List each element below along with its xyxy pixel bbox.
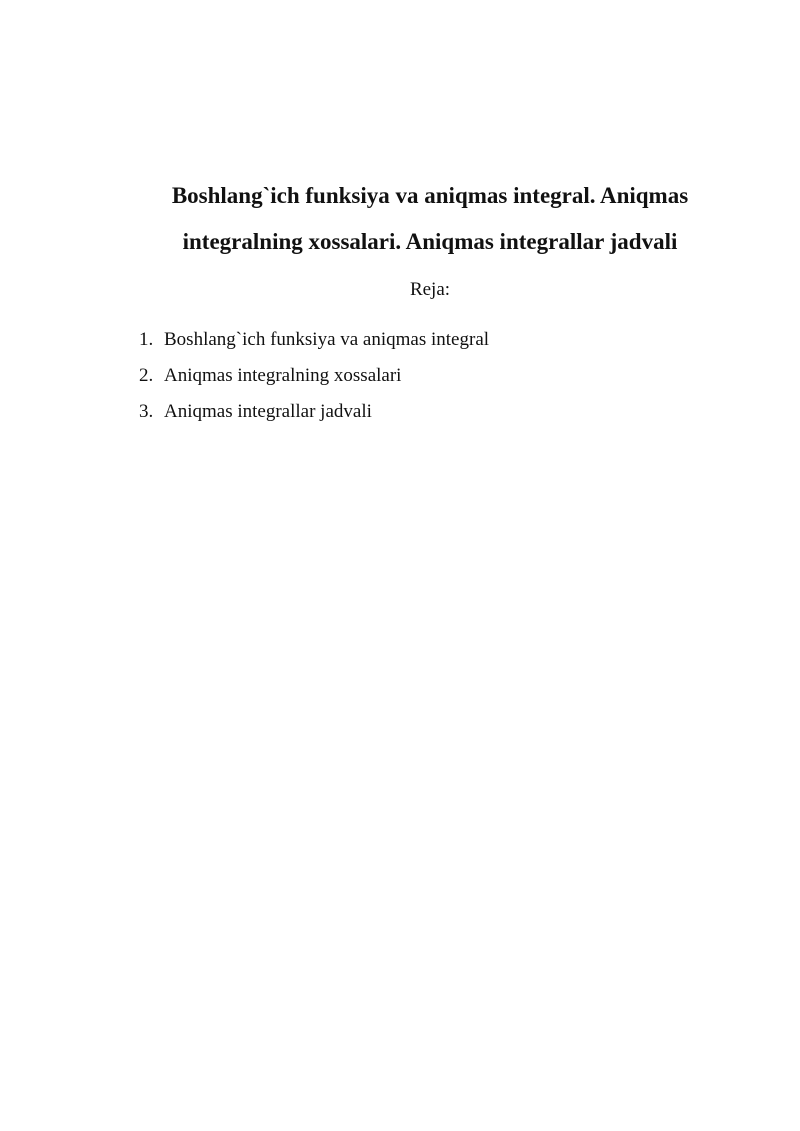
title-line-1: Boshlang`ich funksiya va aniqmas integral. Aniqmas — [171, 183, 689, 208]
list-item-text: Boshlang`ich funksiya va aniqmas integral — [164, 329, 490, 350]
list-item — [139, 394, 489, 430]
list-item-number: 3. — [139, 401, 154, 422]
document-title — [120, 173, 740, 265]
list-item-number: 1. — [139, 329, 154, 350]
list-item-number: 2. — [139, 365, 154, 386]
list-item — [139, 358, 489, 394]
list-item-text: Aniqmas integralning xossalari — [164, 365, 402, 386]
list-item — [139, 322, 489, 358]
plan-heading: Reja: — [409, 279, 451, 300]
title-line-2: integralning xossalari. Aniqmas integrallar jadvali — [182, 229, 678, 254]
plan-list — [139, 322, 489, 430]
list-item-text: Aniqmas integrallar jadvali — [164, 401, 372, 422]
